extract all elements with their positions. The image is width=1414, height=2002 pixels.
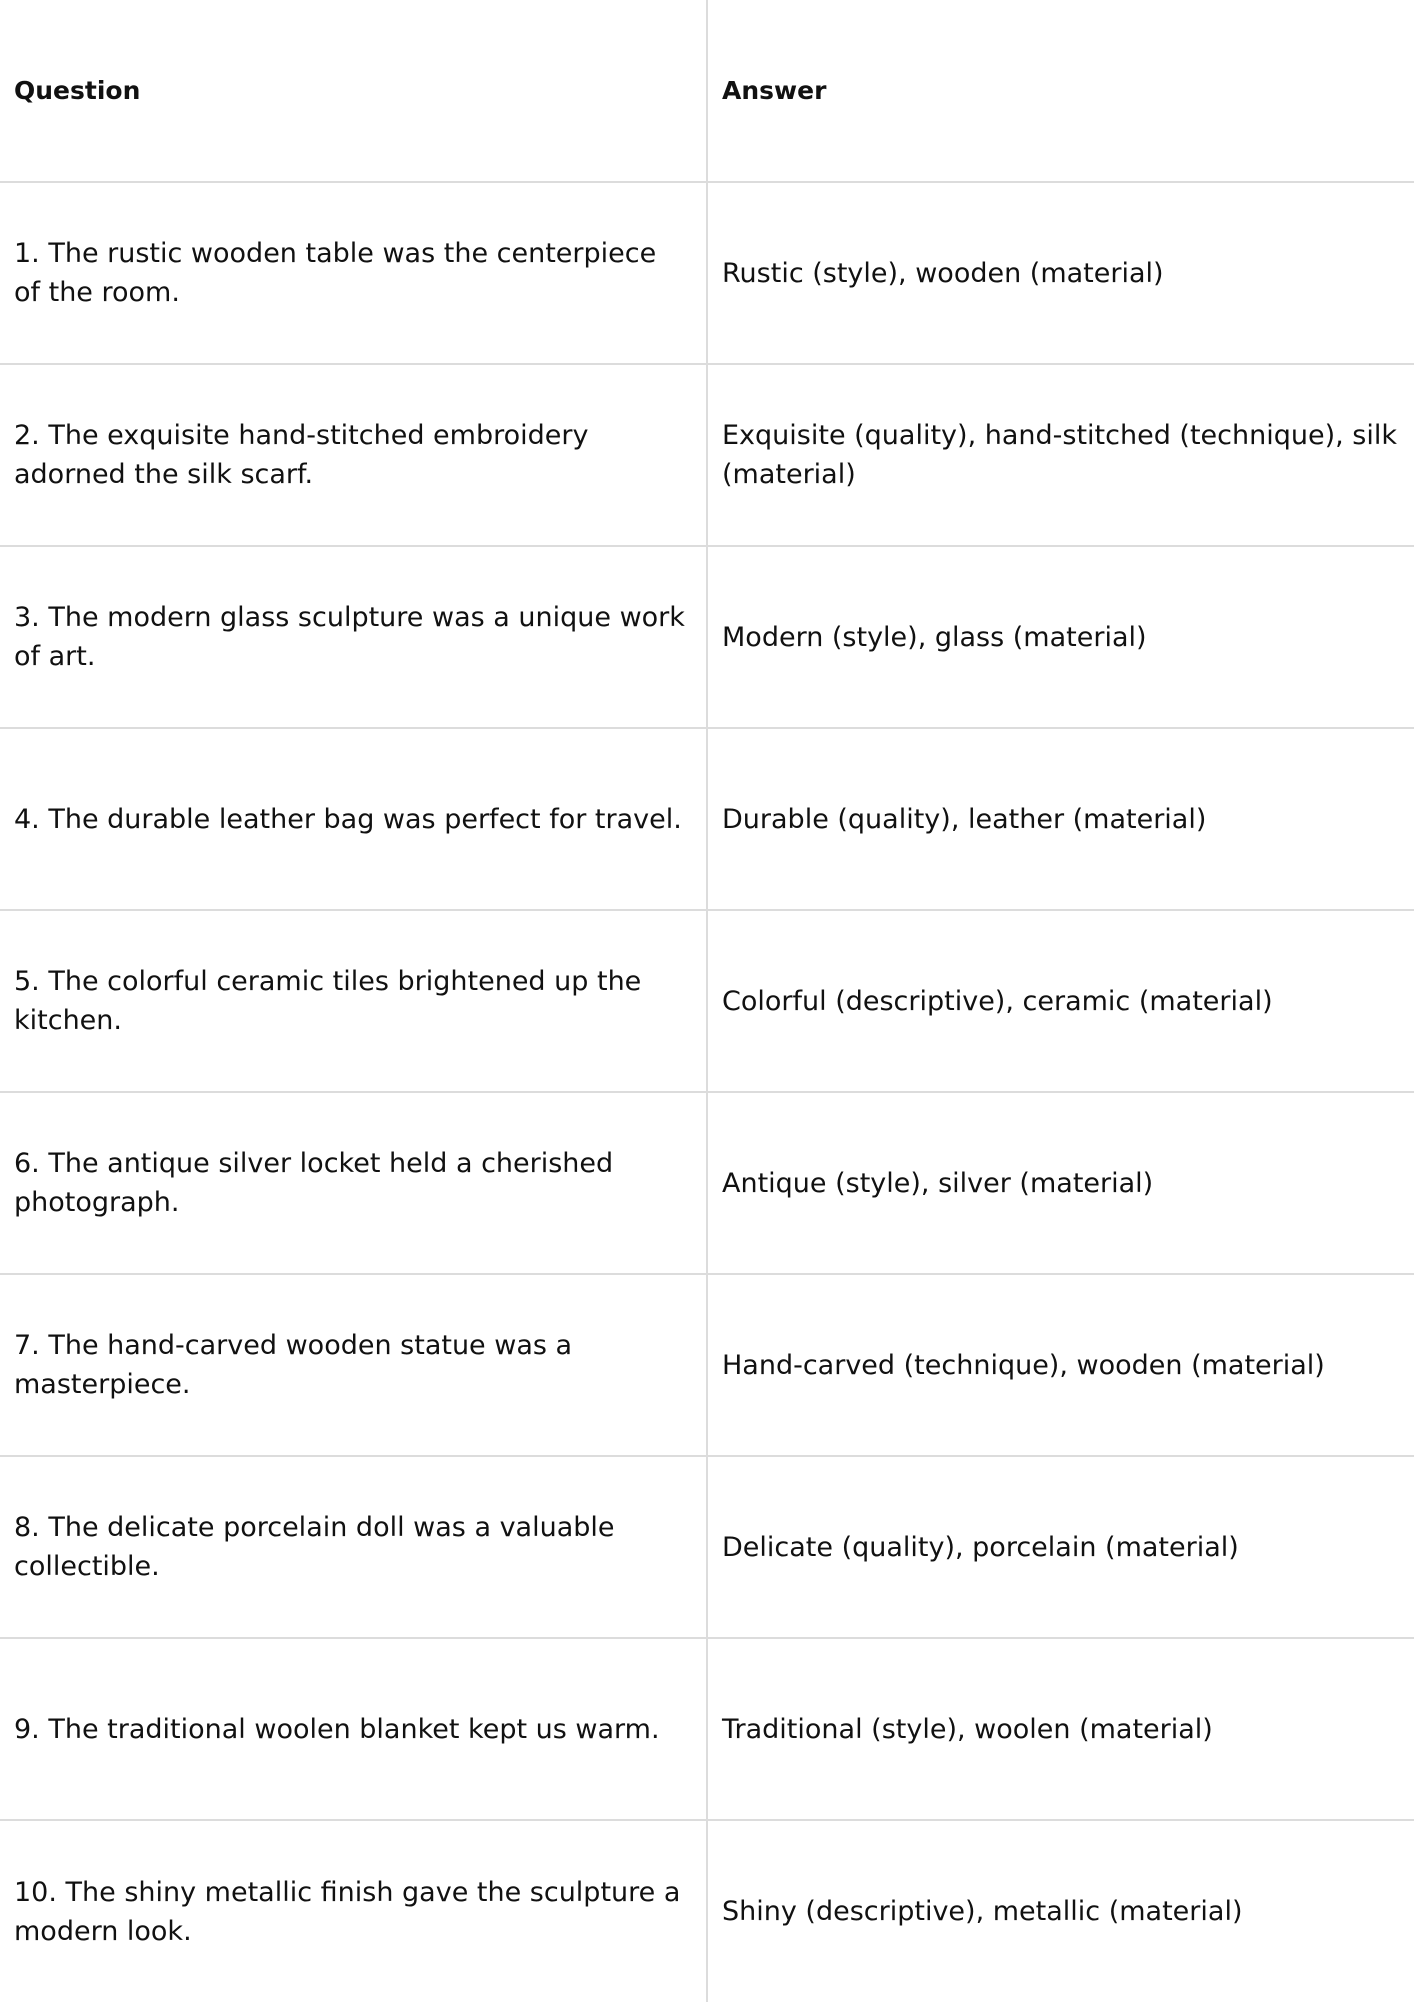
question-cell: 6. The antique silver locket held a cherished photograph. bbox=[0, 1092, 707, 1274]
question-cell: 10. The shiny metallic finish gave the sculpture a modern look. bbox=[0, 1820, 707, 2002]
question-cell: 2. The exquisite hand-stitched embroidery adorned the silk scarf. bbox=[0, 364, 707, 546]
answer-column-header: Answer bbox=[707, 0, 1414, 182]
table-row bbox=[0, 1638, 1414, 1820]
question-cell: 1. The rustic wooden table was the centerpiece of the room. bbox=[0, 182, 707, 364]
question-cell: 5. The colorful ceramic tiles brightened up the kitchen. bbox=[0, 910, 707, 1092]
table-row bbox=[0, 364, 1414, 546]
table-row bbox=[0, 910, 1414, 1092]
question-column-header: Question bbox=[0, 0, 707, 182]
answer-cell: Traditional (style), woolen (material) bbox=[707, 1638, 1414, 1820]
question-cell: 3. The modern glass sculpture was a unique work of art. bbox=[0, 546, 707, 728]
table-row bbox=[0, 546, 1414, 728]
table-row bbox=[0, 182, 1414, 364]
table-row bbox=[0, 1820, 1414, 2002]
answer-cell: Modern (style), glass (material) bbox=[707, 546, 1414, 728]
answer-cell: Rustic (style), wooden (material) bbox=[707, 182, 1414, 364]
question-cell: 8. The delicate porcelain doll was a valuable collectible. bbox=[0, 1456, 707, 1638]
table-row bbox=[0, 728, 1414, 910]
answer-cell: Hand-carved (technique), wooden (material) bbox=[707, 1274, 1414, 1456]
question-cell: 9. The traditional woolen blanket kept us warm. bbox=[0, 1638, 707, 1820]
answer-cell: Colorful (descriptive), ceramic (material) bbox=[707, 910, 1414, 1092]
table-row bbox=[0, 1456, 1414, 1638]
question-cell: 4. The durable leather bag was perfect for travel. bbox=[0, 728, 707, 910]
table-row bbox=[0, 1092, 1414, 1274]
table-row bbox=[0, 1274, 1414, 1456]
answer-cell: Shiny (descriptive), metallic (material) bbox=[707, 1820, 1414, 2002]
answer-cell: Antique (style), silver (material) bbox=[707, 1092, 1414, 1274]
table-header-row bbox=[0, 0, 1414, 182]
answer-cell: Durable (quality), leather (material) bbox=[707, 728, 1414, 910]
question-cell: 7. The hand-carved wooden statue was a masterpiece. bbox=[0, 1274, 707, 1456]
answer-cell: Exquisite (quality), hand-stitched (technique), silk (material) bbox=[707, 364, 1414, 546]
answer-cell: Delicate (quality), porcelain (material) bbox=[707, 1456, 1414, 1638]
